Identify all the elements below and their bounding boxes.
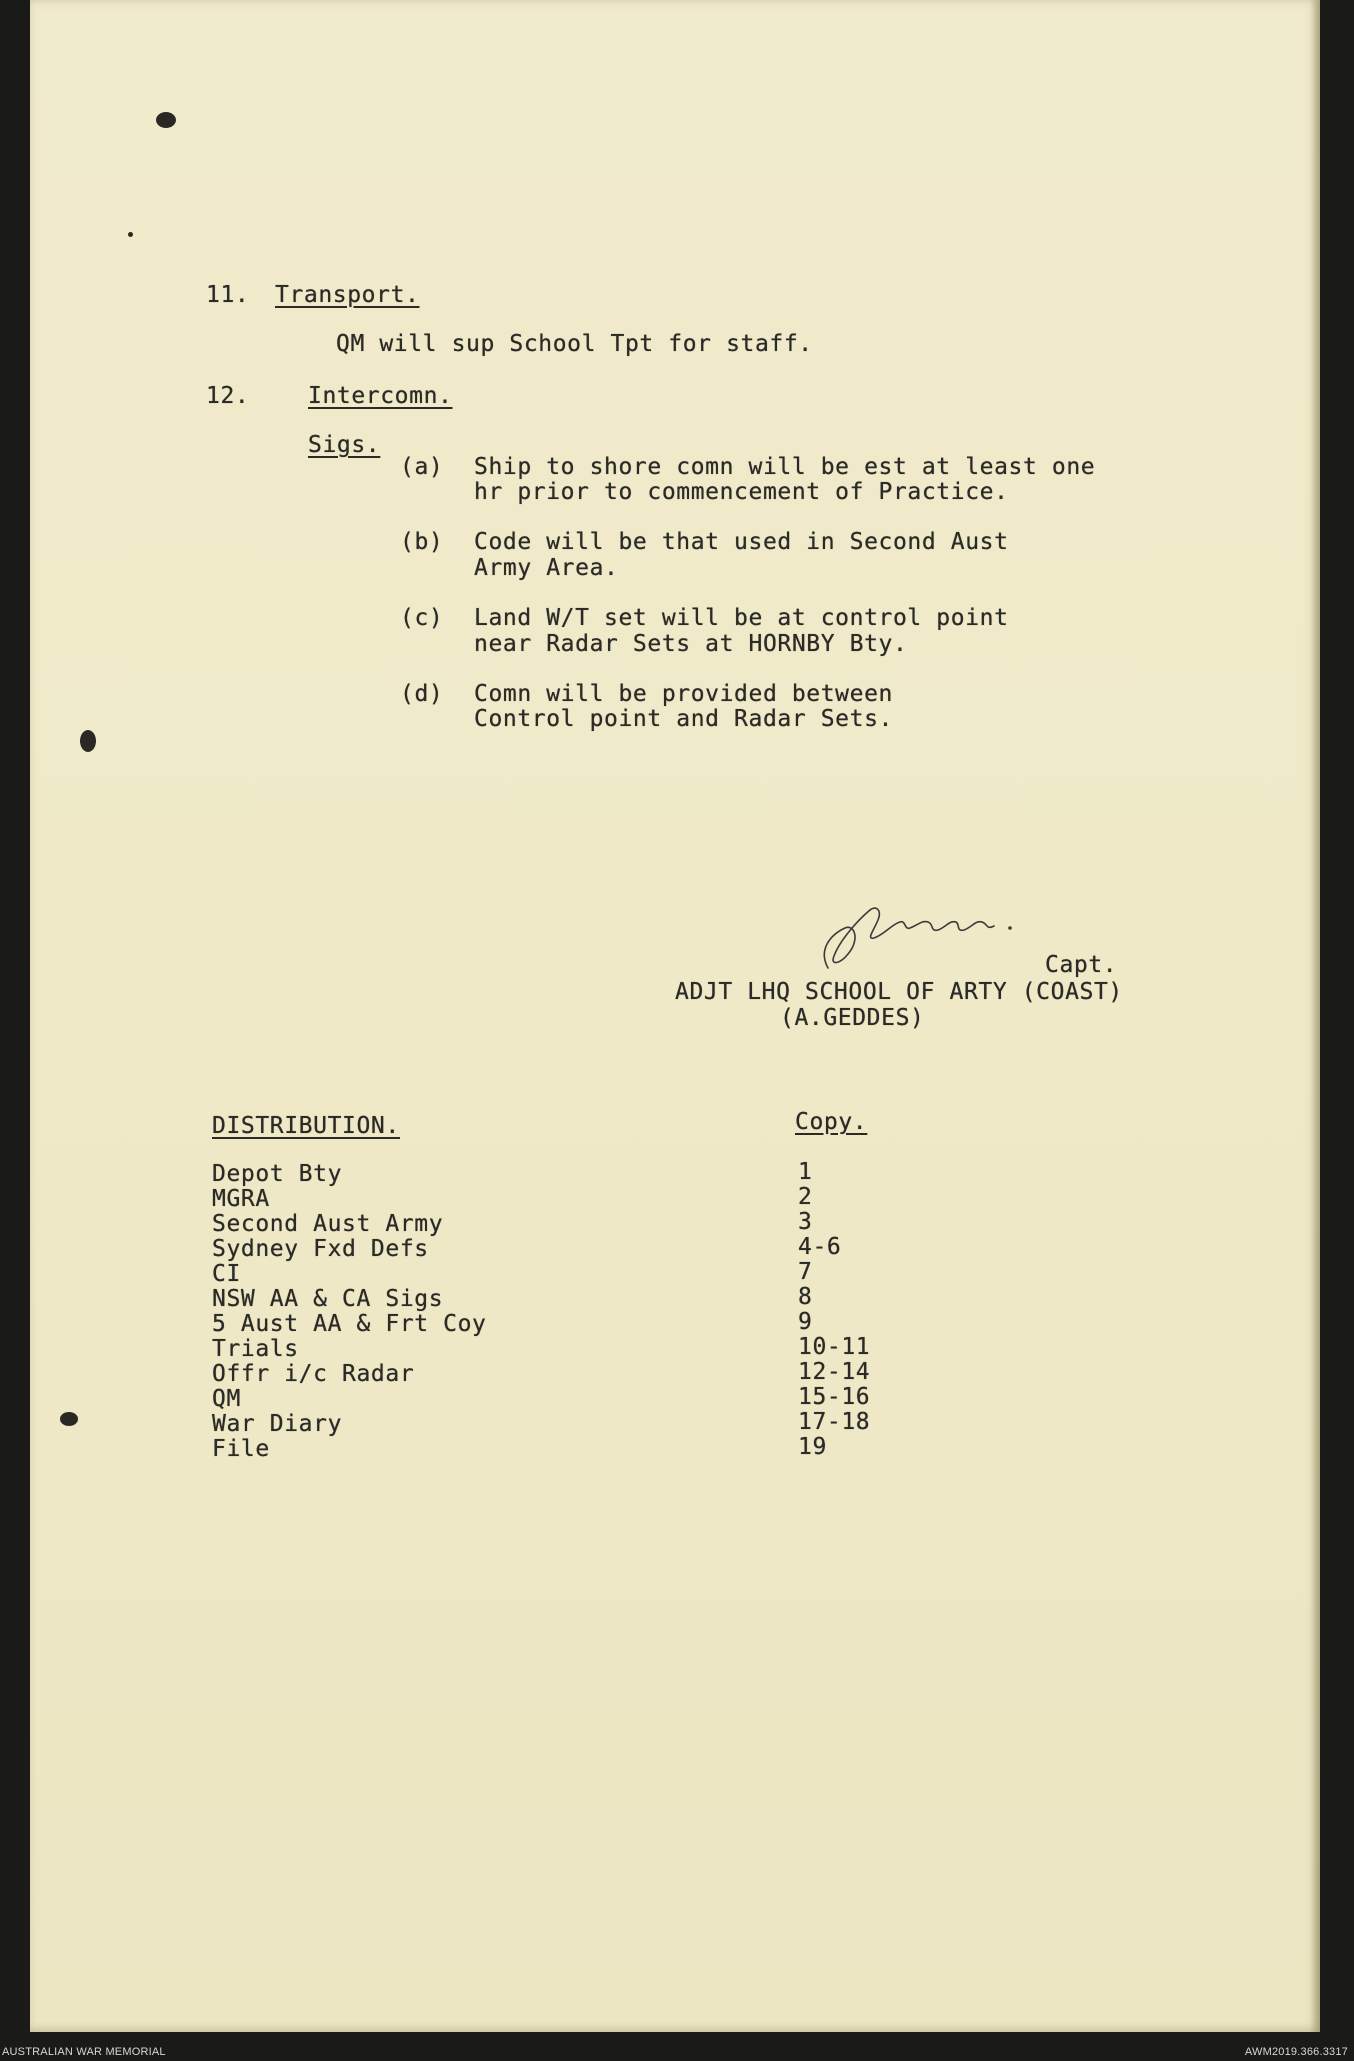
footer-institution: AUSTRALIAN WAR MEMORIAL (2, 2046, 166, 2058)
distribution-copy: 8 (798, 1284, 813, 1310)
punch-mark-small (128, 232, 133, 237)
distribution-copy: 10-11 (798, 1334, 871, 1360)
item-a-label: (a) (400, 454, 444, 480)
item-d-line2: Control point and Radar Sets. (474, 706, 893, 732)
item-d-line1: Comn will be provided between (474, 681, 893, 707)
distribution-heading: DISTRIBUTION. (212, 1113, 400, 1139)
section-12-heading: Intercomn. (308, 383, 453, 409)
distribution-name: Depot Bty (212, 1161, 343, 1187)
copy-heading: Copy. (795, 1109, 868, 1135)
section-11-number: 11. (206, 282, 250, 308)
distribution-copy: 19 (798, 1434, 827, 1460)
item-c-line2: near Radar Sets at HORNBY Bty. (474, 631, 908, 657)
item-a-line1: Ship to shore comn will be est at least one (474, 454, 1096, 480)
distribution-copy: 7 (798, 1259, 813, 1285)
item-b-label: (b) (400, 529, 444, 555)
distribution-name: Offr i/c Radar (212, 1361, 415, 1387)
item-c-label: (c) (400, 605, 444, 631)
distribution-copy: 2 (798, 1184, 813, 1210)
punch-hole-middle (80, 730, 96, 752)
distribution-copy: 4-6 (798, 1234, 842, 1260)
section-11-text: QM will sup School Tpt for staff. (336, 331, 813, 357)
distribution-name: CI (212, 1261, 241, 1287)
signature-rank: Capt. (1045, 952, 1118, 978)
distribution-name: 5 Aust AA & Frt Coy (212, 1311, 487, 1337)
distribution-copy: 9 (798, 1309, 813, 1335)
distribution-name: Second Aust Army (212, 1211, 444, 1237)
distribution-name: Sydney Fxd Defs (212, 1236, 429, 1262)
distribution-copy: 15-16 (798, 1384, 871, 1410)
handwritten-signature (800, 880, 1050, 980)
item-b-line2: Army Area. (474, 555, 619, 581)
section-12-subheading: Sigs. (308, 432, 381, 458)
signature-printed-name: (A.GEDDES) (780, 1005, 925, 1031)
distribution-copy: 3 (798, 1209, 813, 1235)
distribution-copy: 17-18 (798, 1409, 871, 1435)
item-a-line2: hr prior to commencement of Practice. (474, 479, 1009, 505)
document-page (30, 0, 1320, 2032)
item-d-label: (d) (400, 681, 444, 707)
item-c-line1: Land W/T set will be at control point (474, 605, 1009, 631)
distribution-name: File (212, 1436, 270, 1462)
punch-hole-bottom (60, 1412, 78, 1426)
footer-accession-number: AWM2019.366.3317 (1244, 2046, 1348, 2058)
distribution-copy: 1 (798, 1159, 813, 1185)
distribution-name: MGRA (212, 1186, 270, 1212)
item-b-line1: Code will be that used in Second Aust (474, 529, 1009, 555)
distribution-name: War Diary (212, 1411, 343, 1437)
punch-hole-top (156, 112, 176, 128)
section-11-heading: Transport. (275, 282, 420, 308)
signature-title: ADJT LHQ SCHOOL OF ARTY (COAST) (675, 979, 1123, 1005)
distribution-copy: 12-14 (798, 1359, 871, 1385)
paper-edge-shadow (1310, 0, 1320, 2032)
section-12-number: 12. (206, 383, 250, 409)
distribution-name: NSW AA & CA Sigs (212, 1286, 444, 1312)
distribution-name: Trials (212, 1336, 299, 1362)
distribution-name: QM (212, 1386, 241, 1412)
